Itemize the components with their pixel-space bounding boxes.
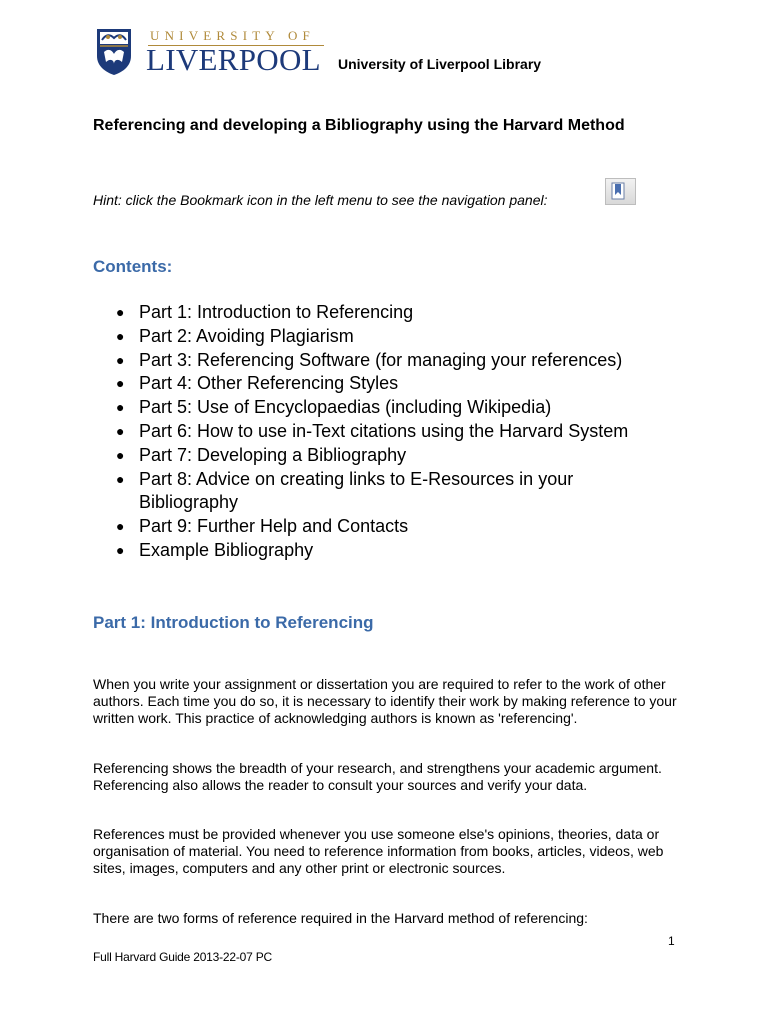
bullet-icon: ● [116,399,125,416]
contents-item-label: Part 1: Introduction to Referencing [139,302,414,322]
contents-item-example-bibliography[interactable] [93,539,673,563]
paragraph: References must be provided whenever you use someone else's opinions, theories, data or organisation of material. You need to reference information from books, articles, videos, web sites, images, computers and any other print or electronic sources. [93,826,664,876]
contents-item-label: Part 9: Further Help and Contacts [139,516,409,537]
logo-top-text: UNIVERSITY OF [150,28,315,43]
bullet-icon: ● [116,304,125,320]
hint-text: Hint: click the Bookmark icon in the left menu to see the navigation panel: [93,192,548,208]
page-number: 1 [668,934,675,948]
paragraph: Referencing shows the breadth of your research, and strengthens your academic argument. Referencing also allows the reader to consult your sources and verify your data. [93,760,662,793]
contents-item-label: Part 6: How to use in-Text citations using the Harvard System [139,420,629,441]
contents-item-part-7[interactable] [93,444,673,468]
contents-item-label: Part 5: Use of Encyclopaedias (including Wikipedia) [139,397,552,418]
footer-text: Full Harvard Guide 2013-22-07 PC [93,950,273,964]
library-name: University of Liverpool Library [338,56,542,72]
contents-heading: Contents: [93,257,173,276]
bullet-icon: ● [116,375,125,392]
bullet-icon: ● [116,470,125,487]
contents-item-label: Part 4: Other Referencing Styles [139,373,399,394]
bullet-icon: ● [116,327,125,344]
contents-item-label: Part 3: Referencing Software (for managing your references) [139,349,623,370]
contents-item-label: Part 7: Developing a Bibliography [139,444,407,465]
bullet-icon: ● [116,351,125,368]
contents-item-part-2[interactable] [93,325,673,349]
contents-item-part-5[interactable] [93,396,673,420]
bookmark-icon [605,178,636,205]
contents-item-part-1[interactable] [93,301,673,325]
contents-list [93,301,673,563]
contents-item-label: Example Bibliography [139,539,314,560]
university-crest-icon [96,28,132,76]
bullet-icon: ● [116,422,125,439]
document-title: Referencing and developing a Bibliography using the Harvard Method [93,117,625,134]
bullet-icon: ● [116,446,125,463]
section-heading: Part 1: Introduction to Referencing [93,613,374,632]
contents-item-part-4[interactable] [93,372,673,396]
contents-item-label: Part 8: Advice on creating links to E-Resources in your Bibliography [139,468,574,513]
bullet-icon: ● [116,541,125,558]
paragraph: When you write your assignment or dissertation you are required to refer to the work of other authors. Each time you do so, it is necessary to identify their work by making reference to your written work. This practice of acknowledging authors is known as 'referencing'. [93,676,677,726]
contents-item-part-3[interactable] [93,349,673,373]
contents-item-part-8[interactable] [93,468,673,516]
paragraph: There are two forms of reference required in the Harvard method of referencing: [93,910,588,926]
contents-item-label: Part 2: Avoiding Plagiarism [139,325,354,346]
contents-item-part-9[interactable] [93,515,673,539]
bullet-icon: ● [116,518,125,535]
logo-main-text: LIVERPOOL [146,42,321,77]
contents-item-part-6[interactable] [93,420,673,444]
